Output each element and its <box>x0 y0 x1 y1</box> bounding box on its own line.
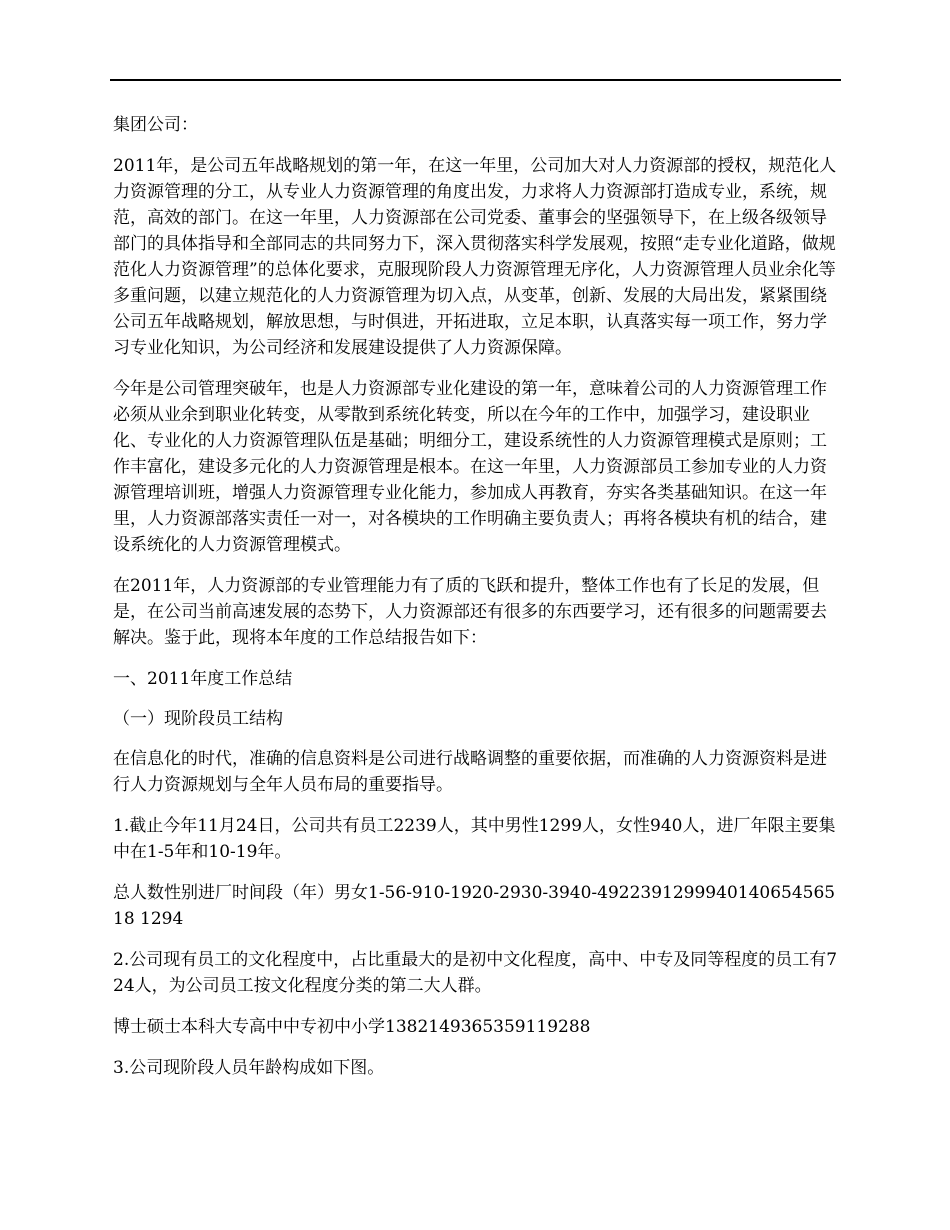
intro-paragraph: 2011年，是公司五年战略规划的第一年，在这一年里，公司加大对人力资源部的授权，规范化人力资源管理的分工，从专业人力资源管理的角度出发，力求将人力资源部打造成专业，系统，规范，高效的部门。在这一年里，人力资源部在公司党委、董事会的坚强领导下，在上级各级领导部门的具体指导和全部同志的共同努力下，深入贯彻落实科学发展观，按照“走专业化道路，做规范化人力资源管理”的总体化要求，克服现阶段人力资源管理无序化，人力资源管理人员业余化等多重问题，以建立规范化的人力资源管理为切入点，从变革，创新、发展的大局出发，紧紧围绕公司五年战略规划，解放思想，与时俱进，开拓进取，立足本职，认真落实每一项工作，努力学习专业化知识，为公司经济和发展建设提供了人力资源保障。 <box>113 156 837 358</box>
education-table-text: 博士硕士本科大专高中中专初中小学1382149365359119288 <box>113 1017 591 1037</box>
summary-lead-paragraph: 在2011年，人力资源部的专业管理能力有了质的飞跃和提升，整体工作也有了长足的发展，但是，在公司当前高速发展的态势下，人力资源部还有很多的东西要学习，还有很多的问题需要去解决。鉴于此，现将本年度的工作总结报告如下： <box>113 576 827 648</box>
employee-table-text: 总人数性别进厂时间段（年）男女1-56-910-1920-2930-3940-492239129994014065456518 1294 <box>113 883 836 929</box>
information-paragraph: 在信息化的时代，准确的信息资料是公司进行战略调整的重要依据，而准确的人力资源资料是进行人力资源规划与全年人员布局的重要指导。 <box>113 749 827 795</box>
document-body <box>113 112 841 1096</box>
professionalization-paragraph: 今年是公司管理突破年，也是人力资源部专业化建设的第一年，意味着公司的人力资源管理工作必须从业余到职业化转变，从零散到系统化转变，所以在今年的工作中，加强学习，建设职业化、专业化的人力资源管理队伍是基础；明细分工，建设系统性的人力资源管理模式是原则；工作丰富化，建设多元化的人力资源管理是根本。在这一年里，人力资源部员工参加专业的人力资源管理培训班，增强人力资源管理专业化能力，参加成人再教育，夯实各类基础知识。在这一年里，人力资源部落实责任一对一，对各模块的工作明确主要负责人；再将各模块有机的结合，建设系统化的人力资源管理模式。 <box>113 379 827 555</box>
salutation: 集团公司： <box>113 115 198 135</box>
age-structure-paragraph: 3.公司现阶段人员年龄构成如下图。 <box>113 1058 385 1078</box>
header-rule <box>110 79 841 81</box>
section-heading: 一、2011年度工作总结 <box>113 669 293 689</box>
subsection-heading: （一）现阶段员工结构 <box>113 709 283 729</box>
employee-count-paragraph: 1.截止今年11月24日，公司共有员工2239人，其中男性1299人，女性940人，进厂年限主要集中在1-5年和10-19年。 <box>113 816 836 862</box>
education-paragraph: 2.公司现有员工的文化程度中，占比重最大的是初中文化程度，高中、中专及同等程度的员工有724人，为公司员工按文化程度分类的第二大人群。 <box>113 950 838 996</box>
